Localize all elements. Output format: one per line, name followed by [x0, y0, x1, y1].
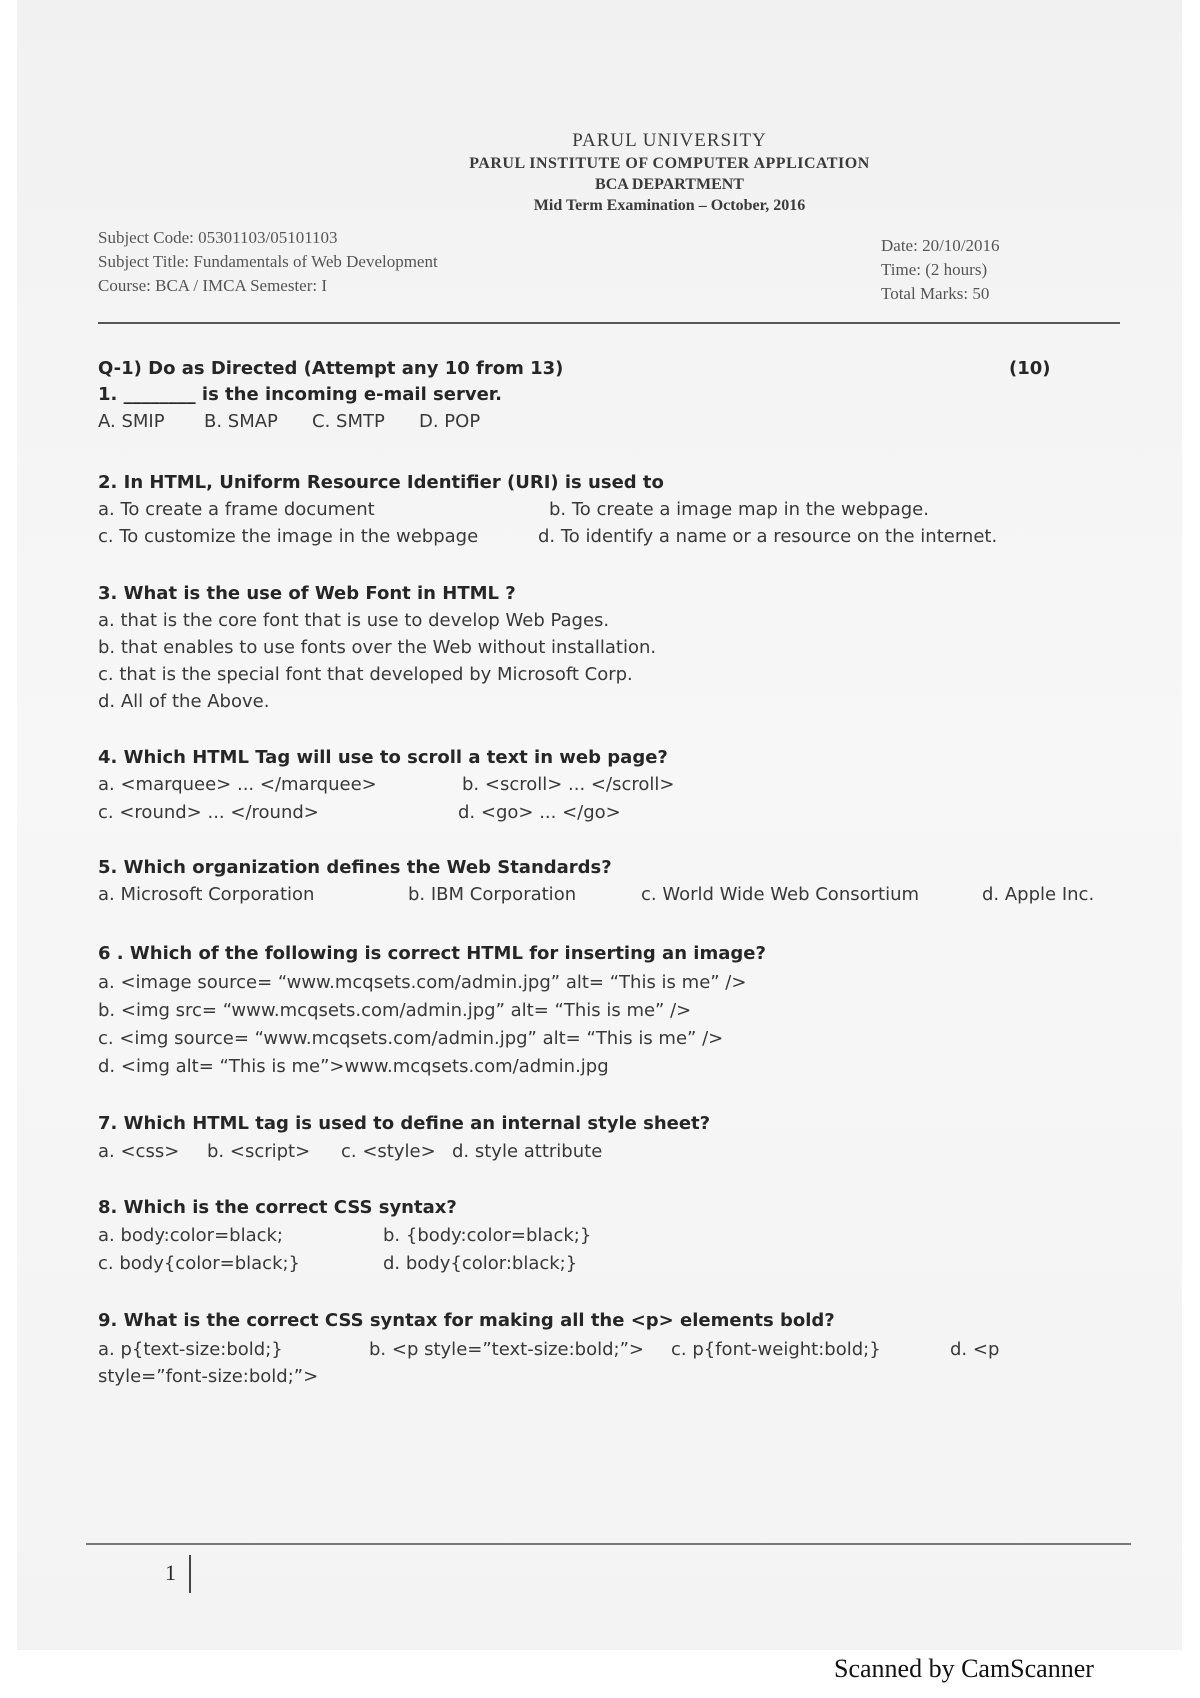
total-marks: Total Marks: 50 [881, 284, 990, 303]
question-3-option-b: b. that enables to use fonts over the Web without installation. [98, 637, 657, 658]
question-1-option-c: C. SMTP [312, 411, 385, 432]
question-4-option-b: b. <scroll> ... </scroll> [462, 774, 675, 795]
page-number-separator [189, 1555, 191, 1593]
question-2-option-d: d. To identify a name or a resource on the internet. [538, 526, 998, 547]
page-number: 1 [165, 1560, 176, 1585]
question-8-option-a: a. body:color=black; [98, 1225, 283, 1246]
question-3-option-c: c. that is the special font that developed by Microsoft Corp. [98, 664, 633, 685]
subject-code: Subject Code: 05301103/05101103 [98, 228, 338, 247]
exam-time: Time: (2 hours) [881, 260, 988, 279]
question-9-option-d: d. <p [950, 1339, 1000, 1360]
question-5: 5. Which organization defines the Web Standards? [98, 857, 612, 878]
question-3: 3. What is the use of Web Font in HTML ? [98, 583, 516, 604]
question-9-option-a: a. p{text-size:bold;} [98, 1339, 283, 1360]
question-4-option-d: d. <go> ... </go> [458, 802, 621, 823]
question-6-option-c: c. <img source= “www.mcqsets.com/admin.jpg” alt= “This is me” /> [98, 1028, 724, 1049]
question-1-option-d: D. POP [419, 411, 481, 432]
scanned-paper [17, 0, 1182, 1650]
question-2-option-b: b. To create a image map in the webpage. [549, 499, 929, 520]
university-name: PARUL UNIVERSITY [572, 130, 767, 151]
question-7-option-a: a. <css> [98, 1141, 180, 1162]
question-5-option-b: b. IBM Corporation [408, 884, 577, 905]
question-5-option-c: c. World Wide Web Consortium [641, 884, 920, 905]
question-9-option-d-continued: style=”font-size:bold;”> [98, 1366, 319, 1387]
question-9: 9. What is the correct CSS syntax for making all the <p> elements bold? [98, 1310, 835, 1331]
question-4-option-a: a. <marquee> ... </marquee> [98, 774, 377, 795]
question-8: 8. Which is the correct CSS syntax? [98, 1197, 457, 1218]
exam-title: Mid Term Examination – October, 2016 [533, 197, 806, 214]
question-7-option-c: c. <style> [341, 1141, 436, 1162]
question-8-option-b: b. {body:color=black;} [383, 1225, 592, 1246]
exam-date: Date: 20/10/2016 [881, 236, 1000, 255]
footer-divider [86, 1543, 1131, 1545]
question-9-option-c: c. p{font-weight:bold;} [671, 1339, 881, 1360]
exam-header [17, 130, 1182, 215]
question-7-option-b: b. <script> [207, 1141, 311, 1162]
question-1-option-b: B. SMAP [204, 411, 278, 432]
question-4: 4. Which HTML Tag will use to scroll a text in web page? [98, 747, 668, 768]
question-1-option-a: A. SMIP [98, 411, 165, 432]
question-9-option-b: b. <p style=”text-size:bold;”> [369, 1339, 644, 1360]
section-title: Q-1) Do as Directed (Attempt any 10 from 13) [98, 358, 564, 379]
question-7-option-d: d. style attribute [452, 1141, 603, 1162]
question-6: 6 . Which of the following is correct HTML for inserting an image? [98, 943, 766, 964]
course-info: Course: BCA / IMCA Semester: I [98, 276, 328, 295]
institute-name: PARUL INSTITUTE OF COMPUTER APPLICATION [469, 155, 870, 172]
question-6-option-d: d. <img alt= “This is me”>www.mcqsets.com/admin.jpg [98, 1056, 609, 1077]
header-divider [98, 322, 1120, 324]
department-name: BCA DEPARTMENT [595, 176, 744, 193]
question-2-option-c: c. To customize the image in the webpage [98, 526, 479, 547]
subject-title: Subject Title: Fundamentals of Web Development [98, 252, 438, 271]
question-3-option-d: d. All of the Above. [98, 691, 270, 712]
question-6-option-b: b. <img src= “www.mcqsets.com/admin.jpg” alt= “This is me” /> [98, 1000, 692, 1021]
question-2-option-a: a. To create a frame document [98, 499, 375, 520]
question-8-option-d: d. body{color:black;} [383, 1253, 578, 1274]
scanner-watermark: Scanned by CamScanner [834, 1654, 1094, 1683]
question-5-option-a: a. Microsoft Corporation [98, 884, 315, 905]
question-4-option-c: c. <round> ... </round> [98, 802, 319, 823]
question-7: 7. Which HTML tag is used to define an internal style sheet? [98, 1113, 711, 1134]
section-marks: (10) [1009, 358, 1051, 379]
question-5-option-d: d. Apple Inc. [982, 884, 1095, 905]
question-8-option-c: c. body{color=black;} [98, 1253, 301, 1274]
question-3-option-a: a. that is the core font that is use to develop Web Pages. [98, 610, 610, 631]
question-1: 1. ________ is the incoming e-mail server. [98, 384, 502, 405]
question-2: 2. In HTML, Uniform Resource Identifier (URI) is used to [98, 472, 664, 493]
question-6-option-a: a. <image source= “www.mcqsets.com/admin.jpg” alt= “This is me” /> [98, 972, 747, 993]
